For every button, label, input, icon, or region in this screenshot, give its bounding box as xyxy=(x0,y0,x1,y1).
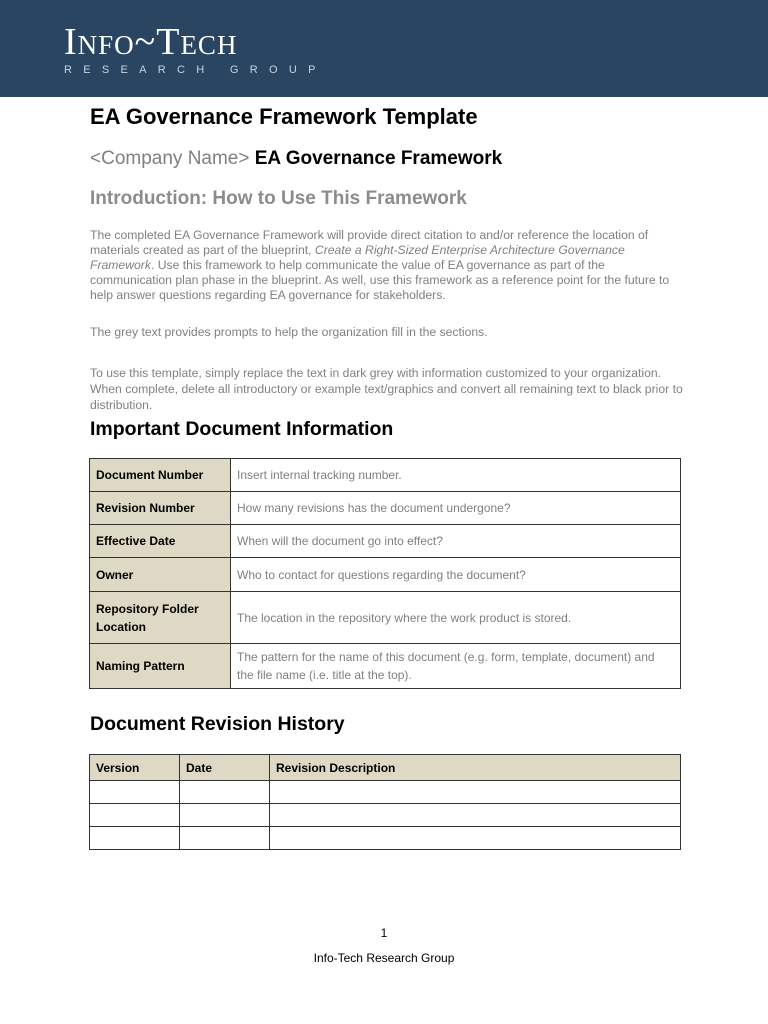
revision-table xyxy=(89,754,681,850)
table-row xyxy=(90,781,681,804)
header-banner xyxy=(0,0,768,97)
intro-paragraph-3: To use this template, simply replace the text in dark grey with information customized to your organization. When complete, delete all introductory or example text/graphics and convert all remaining text to black prior to distribution. xyxy=(90,366,683,412)
table-row xyxy=(90,558,681,592)
intro-paragraph-1: The completed EA Governance Framework will provide direct citation to and/or reference the location of materials created as part of the blueprint, Create a Right-Sized Enterprise Architecture Governance Framework. Use this framework to help communicate the value of EA governance as part of the communication plan phase in the blueprint. As well, use this framework as a reference point for the future to help answer questions regarding EA governance for stakeholders. xyxy=(90,228,670,302)
footer-org: Info-Tech Research Group xyxy=(313,951,455,965)
row-value: When will the document go into effect? xyxy=(231,525,681,558)
table-row xyxy=(90,592,681,644)
doc-info-table xyxy=(89,458,681,689)
column-header: Date xyxy=(180,755,270,781)
subtitle-text: EA Governance Framework xyxy=(249,148,503,169)
table-row xyxy=(90,525,681,558)
table-row xyxy=(90,492,681,525)
intro-paragraph-2: The grey text provides prompts to help the organization fill in the sections. xyxy=(90,325,488,339)
row-value: The pattern for the name of this document (e.g. form, template, document) and the file name (i.e. title at the top). xyxy=(231,644,681,689)
row-label: Effective Date xyxy=(90,525,231,558)
logo-subtitle: RESEARCH GROUP xyxy=(64,64,327,76)
document-title: EA Governance Framework Template xyxy=(90,104,478,129)
row-label: Naming Pattern xyxy=(90,644,231,689)
row-value: Who to contact for questions regarding the document? xyxy=(231,558,681,592)
column-header: Revision Description xyxy=(270,755,681,781)
row-value: How many revisions has the document undergone? xyxy=(231,492,681,525)
row-value: Insert internal tracking number. xyxy=(231,459,681,492)
revision-heading: Document Revision History xyxy=(90,713,345,735)
row-label: Repository Folder Location xyxy=(90,592,231,644)
logo: Info~Tech xyxy=(64,21,238,63)
row-label: Document Number xyxy=(90,459,231,492)
row-label: Revision Number xyxy=(90,492,231,525)
table-row xyxy=(90,644,681,689)
column-header: Version xyxy=(90,755,180,781)
table-row xyxy=(90,827,681,850)
company-name-placeholder: <Company Name> xyxy=(90,148,250,169)
row-label: Owner xyxy=(90,558,231,592)
intro-heading: Introduction: How to Use This Framework xyxy=(90,188,467,209)
table-row xyxy=(90,459,681,492)
row-value: The location in the repository where the work product is stored. xyxy=(231,592,681,644)
table-row xyxy=(90,804,681,827)
page-number: 1 xyxy=(380,926,388,940)
doc-info-heading: Important Document Information xyxy=(90,418,394,440)
document-subtitle xyxy=(90,148,502,170)
